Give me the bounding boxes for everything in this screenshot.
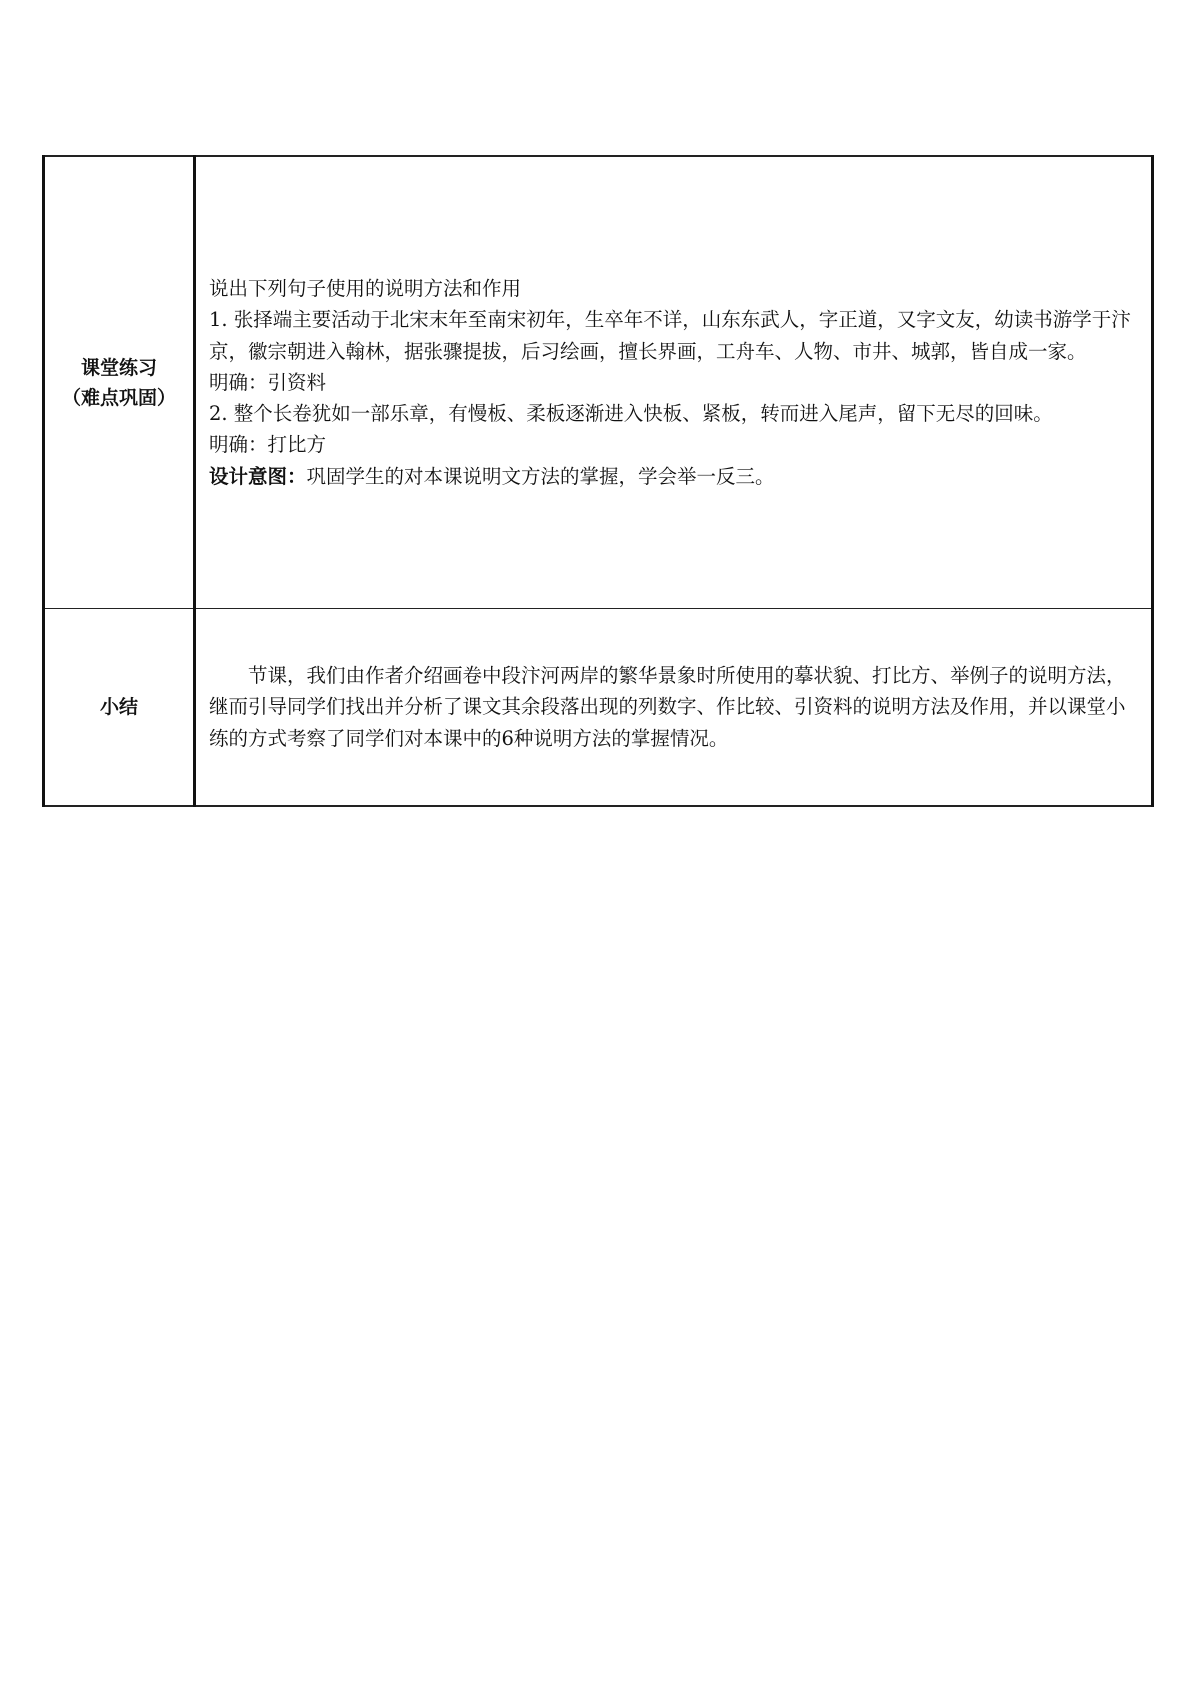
answer-2: 明确：打比方 (209, 433, 327, 457)
summary-content-cell (195, 609, 1153, 807)
question-1: 1. 张择端主要活动于北宋末年至南宋初年，生卒年不详，山东东武人，字正道，又字文友，幼读书游学于汴京，徽宗朝进入翰林，据张骤提拔，后习绘画，擅长界画，工舟车、人物、市井、城郭，皆自成一家。 (209, 308, 1131, 363)
lesson-plan-table (42, 155, 1154, 807)
practice-label-cell (44, 156, 195, 609)
practice-sublabel: （难点巩固） (61, 386, 176, 409)
practice-row (44, 156, 1153, 609)
design-intent (209, 461, 1133, 492)
summary-text: 节课，我们由作者介绍画卷中段汴河两岸的繁华景象时所使用的摹状貌、打比方、举例子的说明方法，继而引导同学们找出并分析了课文其余段落出现的列数字、作比较、引资料的说明方法及作用，并以课堂小练的方式考察了同学们对本课中的6种说明方法的掌握情况。 (209, 664, 1126, 750)
practice-content-cell (195, 156, 1153, 609)
summary-row (44, 609, 1153, 807)
summary-label-cell (44, 609, 195, 807)
question-2: 2. 整个长卷犹如一部乐章，有慢板、柔板逐渐进入快板、紧板，转而进入尾声，留下无尽的回味。 (209, 402, 1053, 426)
practice-prompt: 说出下列句子使用的说明方法和作用 (209, 277, 522, 301)
design-intent-text: 巩固学生的对本课说明文方法的掌握，学会举一反三。 (306, 464, 775, 488)
summary-label: 小结 (99, 696, 138, 718)
design-intent-label: 设计意图： (209, 464, 307, 488)
practice-label: 课堂练习 (80, 356, 157, 379)
answer-1: 明确：引资料 (209, 370, 327, 394)
